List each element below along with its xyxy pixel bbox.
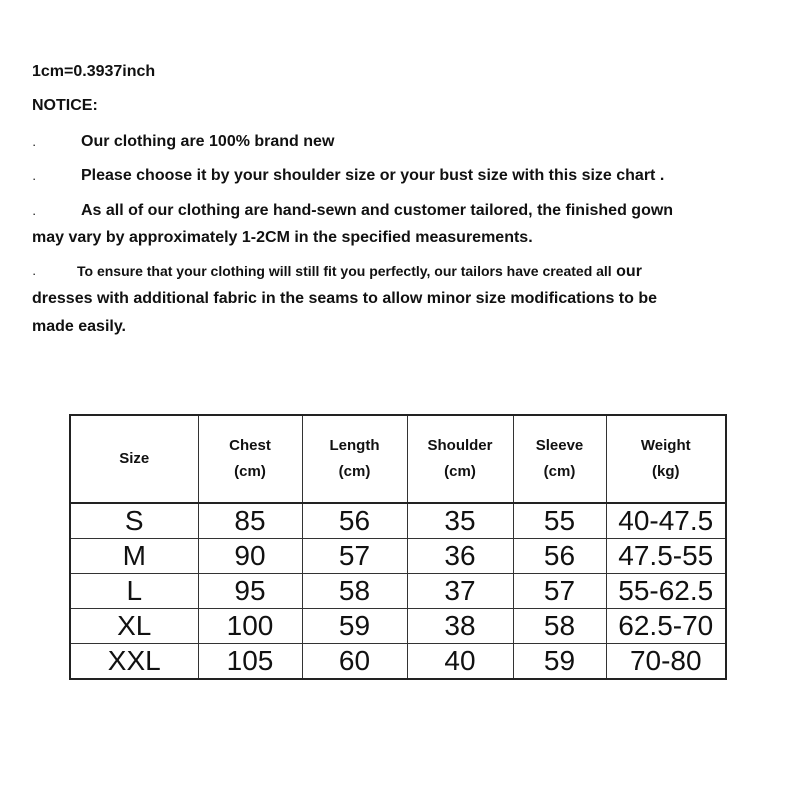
table-cell: 90 (198, 539, 302, 574)
header-label: Shoulder (427, 437, 493, 454)
table-cell: 57 (302, 539, 407, 574)
table-cell: 36 (407, 539, 513, 574)
table-cell: 55 (513, 503, 606, 539)
table-cell: L (70, 574, 198, 609)
header-unit: (kg) (652, 463, 680, 480)
table-cell: 57 (513, 574, 606, 609)
table-cell: 58 (513, 609, 606, 644)
header-label: Length (329, 437, 380, 454)
header-label: Sleeve (535, 437, 584, 454)
header-unit: (cm) (234, 463, 266, 480)
header-shoulder (407, 415, 513, 503)
table-cell: 40 (407, 644, 513, 680)
header-label: Chest (229, 437, 271, 454)
notice-line-2: Please choose it by your shoulder size or your bust size with this size chart . (81, 167, 665, 184)
table-cell: 56 (513, 539, 606, 574)
notice-line-4a-small: To ensure that your clothing will still fit you perfectly, our tailors have created all (77, 263, 612, 279)
table-cell: 47.5-55 (606, 539, 726, 574)
bullet-4: · (32, 266, 37, 281)
table-cell: 55-62.5 (606, 574, 726, 609)
table-cell: 95 (198, 574, 302, 609)
table-cell: 62.5-70 (606, 609, 726, 644)
notice-line-4c: made easily. (32, 318, 126, 335)
header-size (70, 415, 198, 503)
header-unit: (cm) (444, 463, 476, 480)
bullet-2: · (32, 171, 37, 186)
table-cell: 60 (302, 644, 407, 680)
bullet-3: · (32, 206, 37, 221)
header-weight (606, 415, 726, 503)
header-unit: (cm) (338, 463, 371, 480)
table-cell: 59 (513, 644, 606, 680)
header-unit: (cm) (543, 463, 576, 480)
header-length (302, 415, 407, 503)
table-cell: 37 (407, 574, 513, 609)
table-cell: 38 (407, 609, 513, 644)
table-header-row (70, 415, 726, 503)
notice-heading: NOTICE: (32, 97, 98, 114)
table-cell: XXL (70, 644, 198, 680)
table-cell: 56 (302, 503, 407, 539)
table-cell: 59 (302, 609, 407, 644)
notice-line-4a (77, 263, 642, 281)
table-cell: S (70, 503, 198, 539)
notice-line-4a-big: our (616, 263, 642, 280)
unit-conversion: 1cm=0.3937inch (32, 63, 156, 80)
table-cell: 100 (198, 609, 302, 644)
header-label: Size (119, 450, 150, 467)
notice-line-3b: may vary by approximately 1-2CM in the specified measurements. (32, 229, 533, 246)
table-cell: 58 (302, 574, 407, 609)
table-cell: 105 (198, 644, 302, 680)
bullet-1: · (32, 137, 37, 152)
notice-line-3a: As all of our clothing are hand-sewn and customer tailored, the finished gown (81, 202, 674, 219)
notice-line-4b: dresses with additional fabric in the seams to allow minor size modifications to be (32, 290, 658, 307)
table-cell: XL (70, 609, 198, 644)
table-cell: 85 (198, 503, 302, 539)
table-row (70, 609, 726, 644)
table-row (70, 644, 726, 680)
notice-line-1: Our clothing are 100% brand new (81, 133, 335, 150)
header-sleeve (513, 415, 606, 503)
header-label: Weight (640, 437, 691, 454)
header-chest (198, 415, 302, 503)
table-cell: 70-80 (606, 644, 726, 680)
size-chart-table (69, 414, 727, 680)
table-cell: M (70, 539, 198, 574)
table-cell: 35 (407, 503, 513, 539)
table-row (70, 503, 726, 539)
table-row (70, 574, 726, 609)
table-row (70, 539, 726, 574)
table-cell: 40-47.5 (606, 503, 726, 539)
